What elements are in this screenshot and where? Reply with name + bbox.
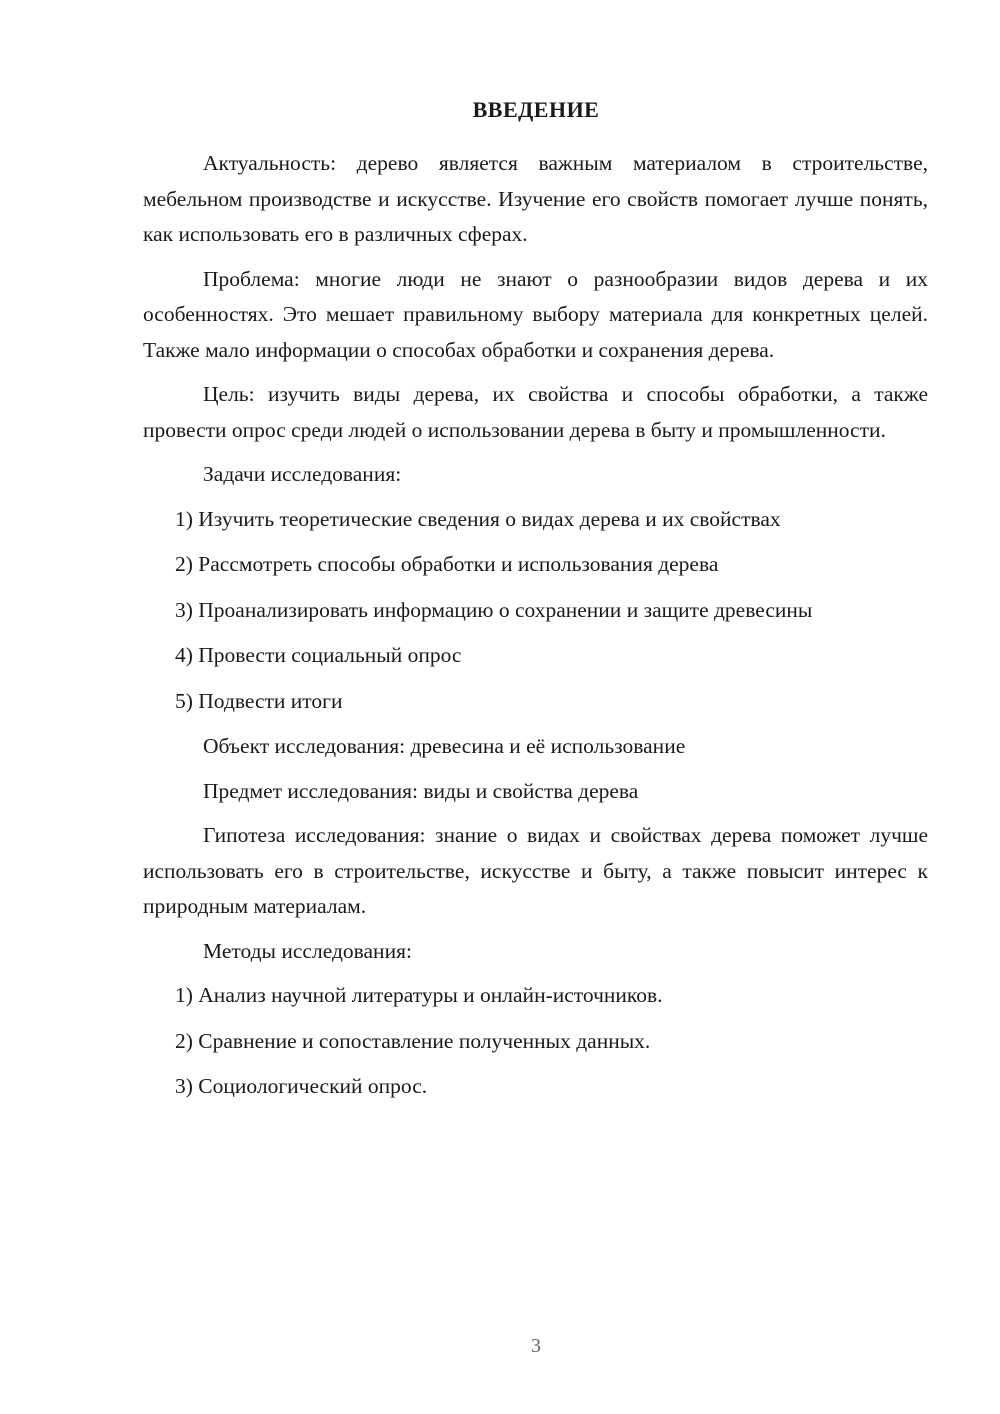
method-item: 2) Сравнение и сопоставление полученных данных.	[175, 1028, 651, 1053]
goal-paragraph: Цель: изучить виды дерева, их свойства и способы обработки, а также провести опрос среди людей о использовании дерева в быту и промышленности.	[143, 382, 928, 442]
problem-paragraph: Проблема: многие люди не знают о разнообразии видов дерева и их особенностях. Это мешает правильному выбору материала для конкретных целей. Также мало информации о способах обработки и сохранения дерева.	[143, 266, 928, 362]
task-item: 5) Подвести итоги	[175, 688, 343, 713]
tasks-list	[143, 502, 928, 720]
page-number: 3	[531, 1335, 541, 1357]
methods-heading: Методы исследования:	[203, 938, 412, 963]
task-item: 1) Изучить теоретические сведения о видах дерева и их свойствах	[175, 506, 781, 531]
task-item: 3) Проанализировать информацию о сохранении и защите древесины	[175, 597, 813, 622]
method-item: 1) Анализ научной литературы и онлайн-источников.	[175, 983, 663, 1007]
object-paragraph: Объект исследования: древесина и её использование	[203, 734, 686, 758]
task-item: 2) Рассмотреть способы обработки и использования дерева	[175, 552, 719, 576]
section-title: ВВЕДЕНИЕ	[472, 97, 600, 122]
task-item: 4) Провести социальный опрос	[175, 643, 462, 667]
subject-paragraph: Предмет исследования: виды и свойства дерева	[203, 778, 639, 803]
method-item: 3) Социологический опрос.	[175, 1074, 428, 1098]
hypothesis-paragraph: Гипотеза исследования: знание о видах и свойствах дерева поможет лучше использовать его в строительстве, искусстве и быту, а также повысит интерес к природным материалам.	[143, 823, 928, 918]
tasks-heading: Задачи исследования:	[203, 462, 402, 486]
methods-list	[143, 978, 928, 1105]
relevance-paragraph: Актуальность: дерево является важным материалом в строительстве, мебельном производстве и искусстве. Изучение его свойств помогает лучше понять, как использовать его в различных сферах.	[143, 151, 928, 246]
document-body	[143, 146, 928, 1115]
